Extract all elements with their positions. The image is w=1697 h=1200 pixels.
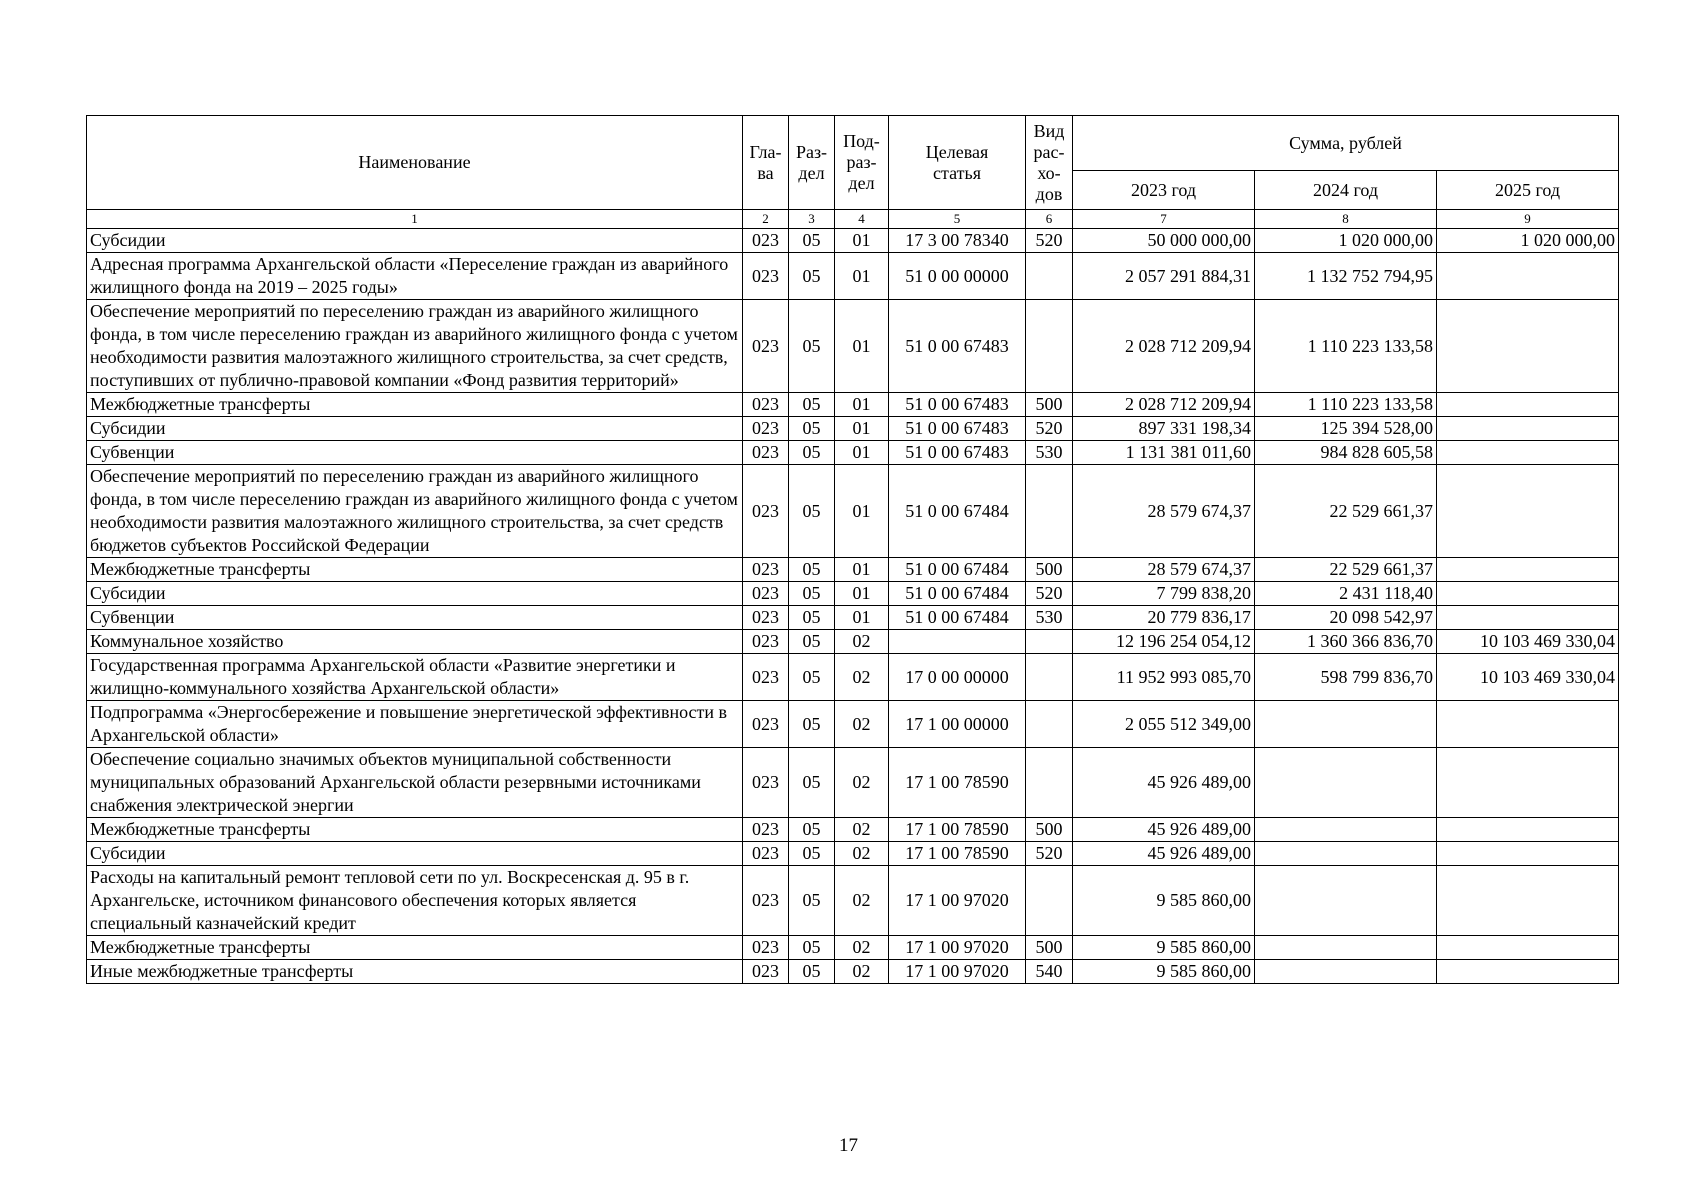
- row-name: Субсидии: [87, 842, 743, 866]
- header-vid: Вид рас- хо- дов: [1026, 116, 1073, 210]
- row-podrazdel: 02: [835, 866, 889, 936]
- row-podrazdel: 01: [835, 558, 889, 582]
- row-razdel: 05: [789, 582, 835, 606]
- row-sum-2025: [1437, 748, 1619, 818]
- row-podrazdel: 02: [835, 748, 889, 818]
- column-number: 8: [1255, 210, 1437, 229]
- row-sum-2025: [1437, 300, 1619, 393]
- row-podrazdel: 02: [835, 936, 889, 960]
- row-tselevaya-statya: 17 0 00 00000: [889, 654, 1026, 701]
- row-tselevaya-statya: 51 0 00 67484: [889, 465, 1026, 558]
- row-sum-2024: 125 394 528,00: [1255, 417, 1437, 441]
- column-number: 2: [743, 210, 789, 229]
- row-sum-2024: 1 110 223 133,58: [1255, 393, 1437, 417]
- row-tselevaya-statya: 51 0 00 67484: [889, 582, 1026, 606]
- row-sum-2025: [1437, 253, 1619, 300]
- row-tselevaya-statya: 51 0 00 67483: [889, 441, 1026, 465]
- row-razdel: 05: [789, 654, 835, 701]
- row-sum-2024: 1 110 223 133,58: [1255, 300, 1437, 393]
- row-sum-2024: [1255, 936, 1437, 960]
- table-row: [87, 558, 1619, 582]
- row-podrazdel: 01: [835, 229, 889, 253]
- row-glava: 023: [743, 960, 789, 984]
- row-glava: 023: [743, 253, 789, 300]
- row-sum-2025: 1 020 000,00: [1437, 229, 1619, 253]
- table-row: [87, 441, 1619, 465]
- row-glava: 023: [743, 606, 789, 630]
- row-sum-2025: [1437, 393, 1619, 417]
- table-row: [87, 606, 1619, 630]
- row-sum-2023: 28 579 674,37: [1073, 465, 1255, 558]
- row-podrazdel: 02: [835, 818, 889, 842]
- row-podrazdel: 01: [835, 582, 889, 606]
- row-podrazdel: 01: [835, 300, 889, 393]
- row-sum-2025: [1437, 960, 1619, 984]
- row-sum-2025: [1437, 818, 1619, 842]
- row-vid-raskhodov: [1026, 748, 1073, 818]
- row-tselevaya-statya: 51 0 00 67483: [889, 393, 1026, 417]
- row-razdel: 05: [789, 630, 835, 654]
- column-number: 9: [1437, 210, 1619, 229]
- row-sum-2024: 598 799 836,70: [1255, 654, 1437, 701]
- row-glava: 023: [743, 441, 789, 465]
- row-sum-2025: [1437, 558, 1619, 582]
- column-number: 1: [87, 210, 743, 229]
- row-vid-raskhodov: [1026, 465, 1073, 558]
- column-number: 3: [789, 210, 835, 229]
- row-sum-2023: 9 585 860,00: [1073, 866, 1255, 936]
- row-tselevaya-statya: 51 0 00 67483: [889, 300, 1026, 393]
- table-row: [87, 936, 1619, 960]
- row-sum-2025: [1437, 441, 1619, 465]
- row-sum-2023: 2 057 291 884,31: [1073, 253, 1255, 300]
- table-row: [87, 465, 1619, 558]
- row-sum-2024: 1 132 752 794,95: [1255, 253, 1437, 300]
- header-year-2023: 2023 год: [1073, 171, 1255, 210]
- row-glava: 023: [743, 229, 789, 253]
- row-vid-raskhodov: 520: [1026, 842, 1073, 866]
- row-glava: 023: [743, 630, 789, 654]
- header-year-2024: 2024 год: [1255, 171, 1437, 210]
- row-name: Адресная программа Архангельской области «Переселение граждан из аварийного жилищного фонда на 2019 – 2025 годы»: [87, 253, 743, 300]
- row-tselevaya-statya: 17 1 00 97020: [889, 936, 1026, 960]
- row-razdel: 05: [789, 818, 835, 842]
- page-number: 17: [839, 1135, 858, 1156]
- row-glava: 023: [743, 654, 789, 701]
- table-row: [87, 842, 1619, 866]
- row-tselevaya-statya: 17 1 00 78590: [889, 748, 1026, 818]
- row-glava: 023: [743, 748, 789, 818]
- row-sum-2023: 2 028 712 209,94: [1073, 300, 1255, 393]
- row-vid-raskhodov: [1026, 866, 1073, 936]
- row-glava: 023: [743, 818, 789, 842]
- row-podrazdel: 01: [835, 606, 889, 630]
- row-razdel: 05: [789, 253, 835, 300]
- row-sum-2023: 20 779 836,17: [1073, 606, 1255, 630]
- row-name: Обеспечение социально значимых объектов муниципальной собственности муниципальных образований Архангельской области резервными источниками снабжения электрической энергии: [87, 748, 743, 818]
- header-glava: Гла- ва: [743, 116, 789, 210]
- row-vid-raskhodov: 540: [1026, 960, 1073, 984]
- row-podrazdel: 01: [835, 417, 889, 441]
- row-sum-2024: [1255, 748, 1437, 818]
- row-razdel: 05: [789, 936, 835, 960]
- row-razdel: 05: [789, 960, 835, 984]
- row-sum-2023: 50 000 000,00: [1073, 229, 1255, 253]
- row-sum-2023: 897 331 198,34: [1073, 417, 1255, 441]
- row-razdel: 05: [789, 417, 835, 441]
- row-vid-raskhodov: 500: [1026, 558, 1073, 582]
- header-summa: Сумма, рублей: [1073, 116, 1619, 171]
- row-name: Государственная программа Архангельской области «Развитие энергетики и жилищно-коммунального хозяйства Архангельской области»: [87, 654, 743, 701]
- row-name: Субвенции: [87, 606, 743, 630]
- row-sum-2024: 20 098 542,97: [1255, 606, 1437, 630]
- row-sum-2024: [1255, 960, 1437, 984]
- row-glava: 023: [743, 936, 789, 960]
- budget-table: [86, 115, 1619, 984]
- row-tselevaya-statya: 17 1 00 00000: [889, 701, 1026, 748]
- header-year-2025: 2025 год: [1437, 171, 1619, 210]
- row-vid-raskhodov: [1026, 654, 1073, 701]
- row-vid-raskhodov: [1026, 300, 1073, 393]
- row-vid-raskhodov: 500: [1026, 936, 1073, 960]
- row-podrazdel: 02: [835, 654, 889, 701]
- row-sum-2023: 12 196 254 054,12: [1073, 630, 1255, 654]
- row-name: Расходы на капитальный ремонт тепловой сети по ул. Воскресенская д. 95 в г. Архангельске, источником финансового обеспечения которых является специальный казначейский кредит: [87, 866, 743, 936]
- row-sum-2025: [1437, 582, 1619, 606]
- header-podrazdel: Под- раз- дел: [835, 116, 889, 210]
- row-sum-2023: 2 055 512 349,00: [1073, 701, 1255, 748]
- row-tselevaya-statya: 17 1 00 78590: [889, 842, 1026, 866]
- row-sum-2025: 10 103 469 330,04: [1437, 630, 1619, 654]
- row-glava: 023: [743, 701, 789, 748]
- row-name: Иные межбюджетные трансферты: [87, 960, 743, 984]
- table-row: [87, 300, 1619, 393]
- row-sum-2024: [1255, 818, 1437, 842]
- row-vid-raskhodov: [1026, 630, 1073, 654]
- row-name: Межбюджетные трансферты: [87, 936, 743, 960]
- table-row: [87, 654, 1619, 701]
- row-sum-2025: [1437, 465, 1619, 558]
- row-sum-2024: 22 529 661,37: [1255, 465, 1437, 558]
- row-razdel: 05: [789, 441, 835, 465]
- table-body: [87, 229, 1619, 984]
- row-podrazdel: 02: [835, 630, 889, 654]
- row-podrazdel: 01: [835, 465, 889, 558]
- row-name: Субсидии: [87, 417, 743, 441]
- row-tselevaya-statya: 51 0 00 67484: [889, 606, 1026, 630]
- row-sum-2024: [1255, 701, 1437, 748]
- row-name: Обеспечение мероприятий по переселению граждан из аварийного жилищного фонда, в том числе переселению граждан из аварийного жилищного фонда с учетом необходимости развития малоэтажного жилищного строительства, за счет средств бюджетов субъектов Российской Федерации: [87, 465, 743, 558]
- table-row: [87, 253, 1619, 300]
- row-tselevaya-statya: 17 3 00 78340: [889, 229, 1026, 253]
- row-sum-2024: 1 020 000,00: [1255, 229, 1437, 253]
- row-glava: 023: [743, 393, 789, 417]
- table-row: [87, 582, 1619, 606]
- row-podrazdel: 02: [835, 842, 889, 866]
- row-razdel: 05: [789, 842, 835, 866]
- row-tselevaya-statya: 17 1 00 97020: [889, 866, 1026, 936]
- row-name: Субсидии: [87, 229, 743, 253]
- row-sum-2025: [1437, 701, 1619, 748]
- row-name: Субвенции: [87, 441, 743, 465]
- row-razdel: 05: [789, 393, 835, 417]
- row-vid-raskhodov: 520: [1026, 582, 1073, 606]
- row-sum-2025: [1437, 936, 1619, 960]
- row-razdel: 05: [789, 606, 835, 630]
- row-sum-2024: [1255, 866, 1437, 936]
- row-sum-2023: 2 028 712 209,94: [1073, 393, 1255, 417]
- row-glava: 023: [743, 842, 789, 866]
- table-row: [87, 417, 1619, 441]
- row-sum-2025: 10 103 469 330,04: [1437, 654, 1619, 701]
- header-razdel: Раз- дел: [789, 116, 835, 210]
- row-vid-raskhodov: 530: [1026, 606, 1073, 630]
- row-vid-raskhodov: [1026, 253, 1073, 300]
- row-tselevaya-statya: 17 1 00 97020: [889, 960, 1026, 984]
- row-vid-raskhodov: 530: [1026, 441, 1073, 465]
- table-row: [87, 960, 1619, 984]
- row-sum-2025: [1437, 606, 1619, 630]
- column-number: 5: [889, 210, 1026, 229]
- row-sum-2023: 28 579 674,37: [1073, 558, 1255, 582]
- header-name: Наименование: [87, 116, 743, 210]
- table-row: [87, 229, 1619, 253]
- row-razdel: 05: [789, 558, 835, 582]
- row-razdel: 05: [789, 300, 835, 393]
- row-name: Коммунальное хозяйство: [87, 630, 743, 654]
- row-sum-2025: [1437, 417, 1619, 441]
- column-number: 4: [835, 210, 889, 229]
- row-sum-2023: 9 585 860,00: [1073, 960, 1255, 984]
- row-vid-raskhodov: 520: [1026, 229, 1073, 253]
- row-name: Межбюджетные трансферты: [87, 393, 743, 417]
- column-number-row: [87, 210, 1619, 229]
- table-row: [87, 701, 1619, 748]
- row-sum-2023: 1 131 381 011,60: [1073, 441, 1255, 465]
- row-glava: 023: [743, 866, 789, 936]
- row-tselevaya-statya: 51 0 00 67484: [889, 558, 1026, 582]
- row-podrazdel: 01: [835, 441, 889, 465]
- row-sum-2024: 984 828 605,58: [1255, 441, 1437, 465]
- row-vid-raskhodov: 500: [1026, 393, 1073, 417]
- row-tselevaya-statya: 51 0 00 00000: [889, 253, 1026, 300]
- column-number: 7: [1073, 210, 1255, 229]
- row-sum-2023: 45 926 489,00: [1073, 748, 1255, 818]
- row-name: Субсидии: [87, 582, 743, 606]
- row-razdel: 05: [789, 866, 835, 936]
- row-glava: 023: [743, 465, 789, 558]
- row-name: Межбюджетные трансферты: [87, 558, 743, 582]
- row-sum-2024: 2 431 118,40: [1255, 582, 1437, 606]
- row-podrazdel: 02: [835, 701, 889, 748]
- table-row: [87, 866, 1619, 936]
- row-tselevaya-statya: [889, 630, 1026, 654]
- row-razdel: 05: [789, 701, 835, 748]
- row-name: Подпрограмма «Энергосбережение и повышение энергетической эффективности в Архангельской области»: [87, 701, 743, 748]
- row-sum-2025: [1437, 866, 1619, 936]
- header-tselevaya: Целевая статья: [889, 116, 1026, 210]
- row-vid-raskhodov: 500: [1026, 818, 1073, 842]
- table-row: [87, 393, 1619, 417]
- table-row: [87, 630, 1619, 654]
- row-sum-2024: 1 360 366 836,70: [1255, 630, 1437, 654]
- table-row: [87, 818, 1619, 842]
- row-sum-2023: 45 926 489,00: [1073, 842, 1255, 866]
- row-sum-2023: 45 926 489,00: [1073, 818, 1255, 842]
- row-vid-raskhodov: [1026, 701, 1073, 748]
- row-podrazdel: 01: [835, 253, 889, 300]
- row-tselevaya-statya: 51 0 00 67483: [889, 417, 1026, 441]
- row-sum-2023: 9 585 860,00: [1073, 936, 1255, 960]
- row-glava: 023: [743, 300, 789, 393]
- row-podrazdel: 02: [835, 960, 889, 984]
- row-sum-2025: [1437, 842, 1619, 866]
- table-row: [87, 748, 1619, 818]
- row-name: Межбюджетные трансферты: [87, 818, 743, 842]
- row-glava: 023: [743, 417, 789, 441]
- row-razdel: 05: [789, 465, 835, 558]
- row-glava: 023: [743, 582, 789, 606]
- row-podrazdel: 01: [835, 393, 889, 417]
- row-tselevaya-statya: 17 1 00 78590: [889, 818, 1026, 842]
- row-glava: 023: [743, 558, 789, 582]
- row-razdel: 05: [789, 229, 835, 253]
- row-sum-2024: [1255, 842, 1437, 866]
- row-vid-raskhodov: 520: [1026, 417, 1073, 441]
- row-sum-2023: 7 799 838,20: [1073, 582, 1255, 606]
- column-number: 6: [1026, 210, 1073, 229]
- row-sum-2023: 11 952 993 085,70: [1073, 654, 1255, 701]
- row-name: Обеспечение мероприятий по переселению граждан из аварийного жилищного фонда, в том числе переселению граждан из аварийного жилищного фонда с учетом необходимости развития малоэтажного жилищного строительства, за счет средств, поступивших от публично-правовой компании «Фонд развития территорий»: [87, 300, 743, 393]
- row-sum-2024: 22 529 661,37: [1255, 558, 1437, 582]
- row-razdel: 05: [789, 748, 835, 818]
